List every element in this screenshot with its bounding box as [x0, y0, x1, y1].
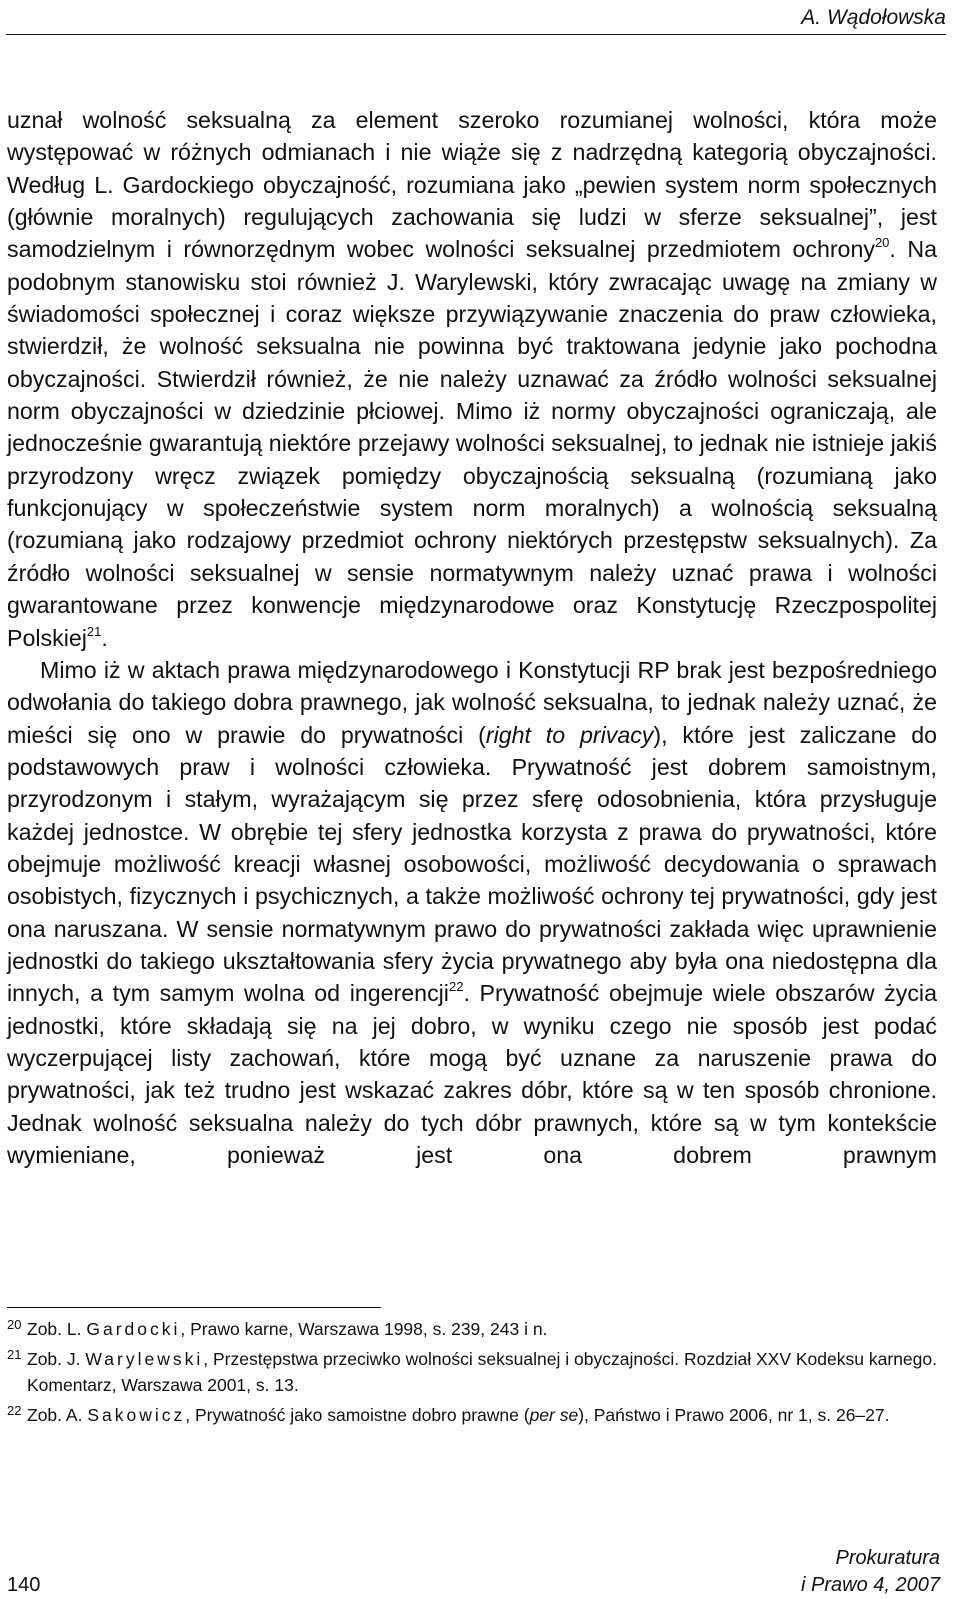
- header-rule: [6, 34, 946, 35]
- footnote-mark: 22: [7, 1403, 22, 1418]
- paragraph-1-text-c: .: [101, 624, 108, 651]
- footnote-21: [7, 1346, 937, 1398]
- paragraph-2-italic: right to privacy: [485, 721, 654, 748]
- footnote-text: , Przestępstwa przeciwko wolności seksualnej i obyczajności. Rozdział XXV Kodeksu karnego. Komentarz, Warszawa 2001, s. 13.: [27, 1349, 937, 1395]
- body-text: [7, 104, 937, 1171]
- paragraph-1-text-b: . Na podobnym stanowisku stoi również J. Warylewski, który zwracając uwagę na zmiany w świadomości społecznej i coraz większe przywiązywanie znaczenia do praw człowieka, stwierdził, że wolność seksualna nie powinna być traktowana jedynie jako pochodna obyczajności. Stwierdził również, że nie należy uznawać za źródło wolności seksualnej norm obyczajności w dziedzinie płciowej. Mimo iż normy obyczajności ograniczają, ale jednocześnie gwarantują niektóre przejawy wolności seksualnej, to jednak nie istnieje jakiś przyrodzony wręcz związek pomiędzy obyczajnością seksualną (rozumianą jako funkcjonujący w społeczeństwie system norm moralnych) a wolnością seksualną (rozumianą jako rodzajowy przedmiot ochrony niektórych przestępstw seksualnych). Za źródło wolności seksualnej w sensie normatywnym należy uznać prawa i wolności gwarantowane przez konwencje międzynarodowe oraz Konstytucję Rzeczpospolitej Polskiej: [7, 236, 938, 651]
- footnote-text: , Prywatność jako samoistne dobro prawne (: [185, 1405, 530, 1425]
- journal-title-line-2: i Prawo 4, 2007: [801, 1574, 940, 1596]
- paragraph-1: [7, 104, 937, 654]
- paragraph-2-text-b: ), które jest zaliczane do podstawowych praw i wolności człowieka. Prywatność jest dobrem samoistnym, przyrodzonym i stałym, wyrażającym się przez sferę odosobnienia, która przysługuje każdej jednostce. W obrębie tej sfery jednostka korzysta z prawa do prywatności, które obejmuje możliwość kreacji własnej osobowości, możliwość decydowania o sprawach osobistych, fizycznych i psychicznych, a także możliwość ochrony tej prywatności, gdy jest ona naruszana. W sensie normatywnym prawo do prywatności zakłada więc uprawnienie jednostki do takiego ukształtowania sfery życia prywatnego aby była ona niedostępna dla innych, a tym samym wolna od ingerencji: [7, 721, 937, 1007]
- footnote-text: Zob. A.: [27, 1405, 88, 1425]
- footnote-ref-20[interactable]: 20: [874, 235, 890, 251]
- footnote-20: [7, 1316, 937, 1342]
- footnotes: [7, 1316, 937, 1432]
- footnote-22: [7, 1402, 937, 1428]
- footnote-mark: 21: [7, 1347, 22, 1362]
- footnote-author: Sakowicz: [87, 1405, 186, 1425]
- footnote-text: , Prawo karne, Warszawa 1998, s. 239, 243 i n.: [180, 1319, 548, 1339]
- footnote-rule: [7, 1307, 381, 1308]
- footnote-author: Gardocki: [86, 1319, 181, 1339]
- journal-title: [801, 1545, 940, 1599]
- paragraph-2-text-a: Mimo iż w aktach prawa międzynarodowego i Konstytucji RP brak jest bezpośredniego odwołania do takiego dobra prawnego, jak wolność seksualna, to jednak należy uznać, że mieści się ono w prawie do prywatności (: [7, 656, 937, 748]
- running-head-author: A. Wądołowska: [801, 6, 946, 29]
- journal-title-line-1: Prokuratura: [835, 1547, 940, 1569]
- footnote-ref-22[interactable]: 22: [448, 979, 464, 995]
- footnote-italic: per se: [529, 1405, 579, 1425]
- page-number: 140: [7, 1574, 41, 1596]
- footnote-text: Zob. J.: [27, 1349, 86, 1369]
- footnote-text: Zob. L.: [27, 1319, 87, 1339]
- paragraph-1-text-a: uznał wolność seksualną za element szeroko rozumianej wolności, która może występować w różnych odmianach i nie wiąże się z nadrzędną kategorią obyczajności. Według L. Gardockiego obyczajność, rozumiana jako „pewien system norm społecznych (głównie moralnych) regulujących zachowania się ludzi w sferze seksualnej”, jest samodzielnym i równorzędnym wobec wolności seksualnej przedmiotem ochrony: [7, 107, 937, 263]
- footnote-ref-21[interactable]: 21: [86, 623, 102, 639]
- paragraph-2: [7, 654, 937, 1172]
- paragraph-2-text-c: . Prywatność obejmuje wiele obszarów życia jednostki, które składają się na jej dobro, w wyniku czego nie sposób jest podać wyczerpującej listy zachowań, które mogą być uznane za naruszenie prawa do prywatności, jak też trudno jest wskazać zakres dóbr, które są w ten sposób chronione. Jednak wolność seksualna należy do tych dóbr prawnych, które są w tym kontekście wymieniane, ponieważ jest ona dobrem prawnym: [7, 980, 937, 1168]
- footnote-author: Warylewski: [85, 1349, 204, 1369]
- footnote-mark: 20: [7, 1317, 22, 1332]
- footnote-text: ), Państwo i Prawo 2006, nr 1, s. 26–27.: [578, 1405, 890, 1425]
